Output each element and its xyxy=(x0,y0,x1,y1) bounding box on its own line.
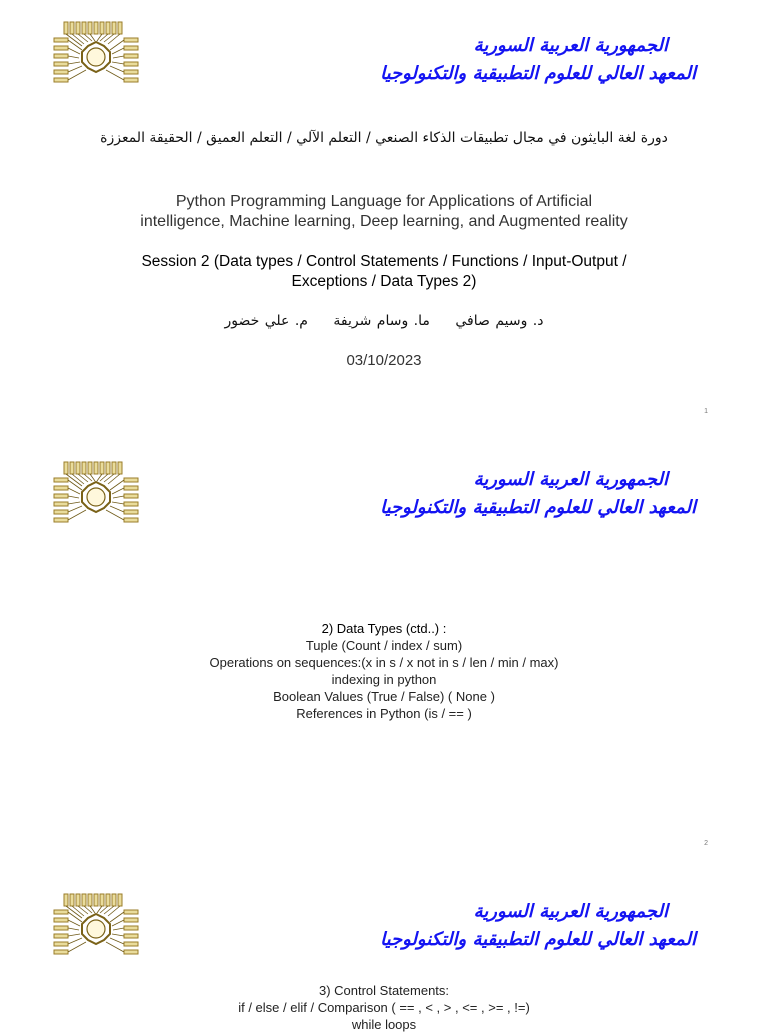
topic-item: Tuple (Count / index / sum) xyxy=(305,638,463,653)
authors xyxy=(0,313,768,329)
author-3: م. علي خضور xyxy=(224,313,308,329)
session-title xyxy=(0,252,768,292)
course-title-arabic: دورة لغة البايثون في مجال تطبيقات الذكاء الصنعي / التعلم الآلي / التعلم العميق / الحقيقة المعززة xyxy=(100,130,668,146)
author-1: د. وسيم صافي xyxy=(455,313,544,329)
topic-item: Operations on sequences:(x in s / x not in s / len / min / max) xyxy=(209,655,559,670)
country-name: الجمهورية العربية السورية xyxy=(473,469,668,490)
institute-logo-icon xyxy=(52,20,140,88)
topic-item: if / else / elif / Comparison ( == , < , > , <= , >= , !=) xyxy=(238,1000,530,1015)
topic-heading: 2) Data Types (ctd..) : xyxy=(321,621,447,636)
country-name: الجمهورية العربية السورية xyxy=(473,35,668,56)
date: 03/10/2023 xyxy=(346,352,422,369)
slide-1 xyxy=(0,0,768,432)
page-number: 1 xyxy=(704,408,708,415)
institute-title xyxy=(380,466,696,522)
institute-name: المعهد العالي للعلوم التطبيقية والتكنولوجيا xyxy=(380,497,696,518)
institute-title xyxy=(380,898,696,954)
slide-3 xyxy=(0,864,768,1032)
institute-name: المعهد العالي للعلوم التطبيقية والتكنولوجيا xyxy=(380,929,696,950)
course-title-line-1: Python Programming Language for Applications of Artificial xyxy=(175,193,593,210)
session-title-line-2: Exceptions / Data Types 2) xyxy=(291,273,477,290)
session-title-line-1: Session 2 (Data types / Control Statements / Functions / Input-Output / xyxy=(141,253,627,270)
topic-list xyxy=(0,620,768,722)
institute-title xyxy=(380,32,696,88)
country-name: الجمهورية العربية السورية xyxy=(473,901,668,922)
institute-logo-icon xyxy=(52,460,140,528)
author-2: ما. وسام شريفة xyxy=(333,313,430,329)
slide-2 xyxy=(0,432,768,864)
topic-item: while loops xyxy=(351,1017,417,1032)
page-number: 2 xyxy=(704,840,708,847)
course-title-english xyxy=(0,192,768,232)
topic-list xyxy=(0,982,768,1033)
course-title-line-2: intelligence, Machine learning, Deep learning, and Augmented reality xyxy=(140,213,628,230)
topic-item: Boolean Values (True / False) ( None ) xyxy=(273,689,495,704)
institute-logo-icon xyxy=(52,892,140,960)
topic-heading: 3) Control Statements: xyxy=(318,983,450,998)
institute-name: المعهد العالي للعلوم التطبيقية والتكنولوجيا xyxy=(380,63,696,84)
topic-item: indexing in python xyxy=(331,672,437,687)
topic-item: References in Python (is / == ) xyxy=(296,706,472,721)
